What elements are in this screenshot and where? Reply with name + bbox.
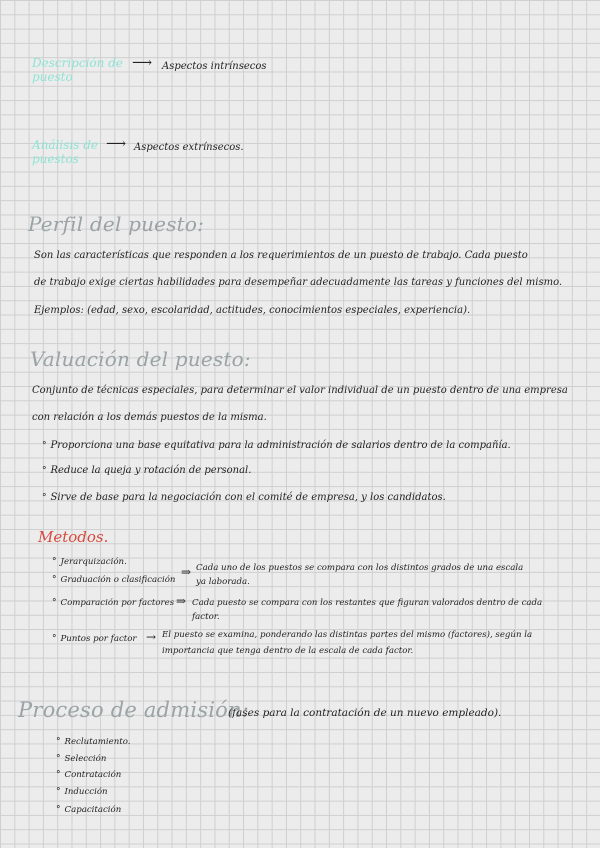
metodo-name: Jerarquización. — [60, 557, 127, 567]
section-title-metodos: Metodos. — [38, 528, 109, 546]
metodo-desc: factor. — [192, 612, 220, 622]
bullet-icon: ° — [42, 466, 47, 476]
metodo-desc: ya laborada. — [196, 577, 250, 587]
term-analisis-puestos: Análisis de puestos — [32, 138, 98, 166]
admision-item-text: Reclutamiento. — [64, 737, 131, 747]
bullet-text: Proporciona una base equitativa para la administración de salarios dentro de la compañía. — [50, 440, 511, 451]
arrow-icon: ⟶ — [132, 55, 153, 71]
admision-item-text: Contratación — [64, 770, 122, 780]
valuacion-bullet — [42, 465, 251, 476]
aspectos-extrinsecos: Aspectos extrínsecos. — [134, 142, 244, 153]
bullet-icon: ° — [42, 493, 47, 503]
double-arrow-icon: ⇒ — [181, 565, 192, 579]
bullet-icon: ° — [52, 634, 57, 644]
metodo-desc: importancia que tenga dentro de la escala de cada factor. — [162, 646, 414, 656]
metodo-item — [52, 634, 137, 644]
admision-item-text: Selección — [64, 754, 107, 764]
metodo-name: Comparación por factores — [60, 598, 175, 608]
bullet-icon: ° — [56, 770, 61, 780]
admision-item — [56, 737, 130, 747]
metodo-desc: El puesto se examina, ponderando las distintas partes del mismo (factores), según la — [162, 630, 533, 640]
valuacion-line: con relación a los demás puestos de la misma. — [32, 412, 267, 423]
metodo-desc: Cada uno de los puestos se compara con los distintos grados de una escala — [196, 563, 524, 573]
bullet-icon: ° — [42, 441, 47, 451]
metodo-item — [52, 557, 127, 567]
metodo-item — [52, 575, 175, 585]
arrow-icon: → — [146, 630, 157, 644]
valuacion-bullet — [42, 440, 511, 451]
admision-item-text: Inducción — [64, 787, 108, 797]
bullet-icon: ° — [56, 805, 61, 815]
bullet-icon: ° — [56, 737, 61, 747]
section-title-perfil: Perfil del puesto: — [28, 212, 205, 236]
bullet-icon: ° — [52, 557, 57, 567]
bullet-icon: ° — [52, 575, 57, 585]
perfil-line: Son las características que responden a los requerimientos de un puesto de trabajo. Cada puesto — [34, 250, 528, 261]
admision-item — [56, 805, 121, 815]
section-title-valuacion: Valuación del puesto: — [30, 347, 251, 371]
metodo-desc: Cada puesto se compara con los restantes que figuran valorados dentro de cada — [192, 598, 543, 608]
metodo-name: Puntos por factor — [60, 634, 137, 644]
admision-item-text: Capacitación — [64, 805, 122, 815]
aspectos-intrinsecos: Aspectos intrínsecos — [162, 61, 267, 72]
valuacion-line: Conjunto de técnicas especiales, para determinar el valor individual de un puesto dentro de una empresa — [32, 385, 568, 396]
section-title-admision: Proceso de admisión: — [18, 698, 249, 722]
bullet-icon: ° — [56, 787, 61, 797]
double-arrow-icon: ⇒ — [176, 594, 187, 608]
bullet-icon: ° — [52, 598, 57, 608]
valuacion-bullet — [42, 492, 446, 503]
bullet-text: Sirve de base para la negociación con el comité de empresa, y los candidatos. — [50, 492, 446, 503]
perfil-line: de trabajo exige ciertas habilidades para desempeñar adecuadamente las tareas y funciones del mismo. — [34, 277, 563, 288]
perfil-line: Ejemplos: (edad, sexo, escolaridad, actitudes, conocimientos especiales, experiencia). — [34, 305, 471, 316]
admision-item — [56, 770, 121, 780]
bullet-text: Reduce la queja y rotación de personal. — [50, 465, 252, 476]
term-descripcion-puesto: Descripción de puesto — [32, 56, 123, 84]
arrow-icon: ⟶ — [106, 136, 127, 152]
metodo-name: Graduación o clasificación — [60, 575, 176, 585]
admision-item — [56, 754, 106, 764]
admision-item — [56, 787, 108, 797]
admision-subtitle: (fases para la contratación de un nuevo empleado). — [228, 707, 502, 719]
metodo-item — [52, 598, 174, 608]
bullet-icon: ° — [56, 754, 61, 764]
